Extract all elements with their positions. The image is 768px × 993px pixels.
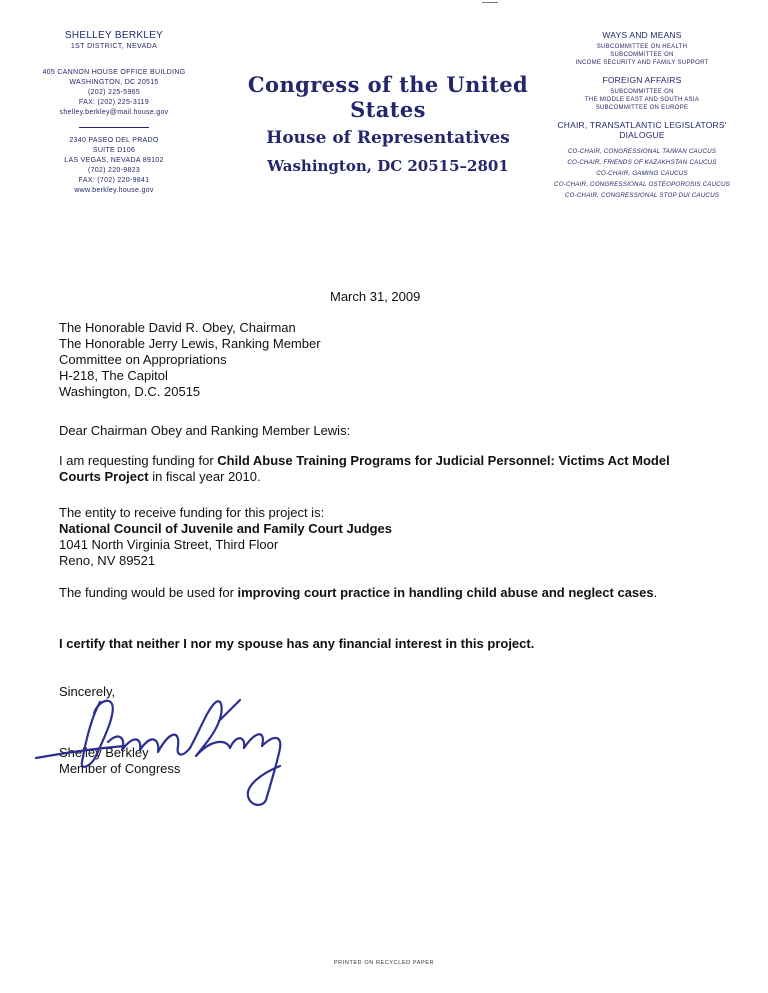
caucus-item: CO-CHAIR, FRIENDS OF KAZAKHSTAN CAUCUS — [567, 159, 717, 166]
entity-address-line: 1041 North Virginia Street, Third Floor — [59, 537, 279, 552]
recipient-line: The Honorable Jerry Lewis, Ranking Member — [59, 336, 321, 351]
committee-ways-and-means: WAYS AND MEANS — [602, 30, 682, 40]
dc-office-line: WASHINGTON, DC 20515 — [69, 79, 159, 86]
funding-request-paragraph — [59, 453, 699, 485]
dc-office-line: 405 CANNON HOUSE OFFICE BUILDING — [42, 69, 186, 76]
project-name: Child Abuse Training Programs for Judicial Personnel: Victims Act Model Courts Project — [59, 453, 670, 484]
recipient-line: Committee on Appropriations — [59, 352, 227, 367]
use-purpose: improving court practice in handling child abuse and neglect cases — [237, 585, 654, 600]
entity-name: National Council of Juvenile and Family Court Judges — [59, 521, 392, 536]
recipient-line: H-218, The Capitol — [59, 368, 168, 383]
letterhead-divider — [79, 127, 149, 128]
caucus-item: CO-CHAIR, CONGRESSIONAL TAIWAN CAUCUS — [567, 148, 717, 155]
entity-paragraph — [59, 505, 699, 569]
house-title: House of Representatives — [266, 128, 510, 148]
use-text: The funding would be used for — [59, 585, 238, 600]
member-website: www.berkley.house.gov — [74, 187, 154, 194]
subcommittee-line: SUBCOMMITTEE ON — [610, 52, 674, 58]
member-email: shelley.berkley@mail.house.gov — [59, 109, 169, 116]
caucus-item: CO-CHAIR, CONGRESSIONAL STOP DUI CAUCUS — [564, 192, 720, 199]
caucus-list — [548, 146, 736, 201]
subcommittee-line: SUBCOMMITTEE ON HEALTH — [596, 44, 688, 50]
top-edge-mark — [482, 2, 498, 3]
subcommittee-line: INCOME SECURITY AND FAMILY SUPPORT — [575, 60, 709, 66]
caucus-item: CO-CHAIR, CONGRESSIONAL OSTEOPOROSIS CAUCUS — [554, 181, 730, 188]
subcommittee-line: SUBCOMMITTEE ON — [610, 89, 674, 95]
use-text-end: . — [653, 585, 658, 600]
recycled-paper-notice: PRINTED ON RECYCLED PAPER — [333, 960, 435, 966]
dc-office-fax: FAX: (202) 225-3119 — [78, 99, 150, 106]
signer-title: Member of Congress — [59, 761, 181, 776]
dialogue-chair-line: DIALOGUE — [619, 130, 665, 140]
congress-title: Congress of the United States — [247, 72, 529, 122]
recipient-line: Washington, D.C. 20515 — [59, 384, 201, 399]
entity-intro: The entity to receive funding for this project is: — [59, 505, 325, 520]
signer-name: Shelley Berkley — [59, 745, 149, 760]
letterhead-left — [28, 30, 200, 196]
entity-address-line: Reno, NV 89521 — [59, 553, 156, 568]
request-text: I am requesting funding for — [59, 453, 218, 468]
nv-office-phone: (702) 220-9823 — [87, 167, 141, 174]
subcommittee-line: SUBCOMMITTEE ON EUROPE — [595, 105, 689, 111]
member-district: 1ST DISTRICT, NEVADA — [70, 43, 158, 50]
nv-office-line: SUITE D106 — [92, 147, 136, 154]
caucus-item: CO-CHAIR, GAMING CAUCUS — [596, 170, 688, 177]
washington-line: Washington, DC 20515–2801 — [267, 157, 509, 175]
committee-foreign-affairs: FOREIGN AFFAIRS — [602, 75, 682, 85]
letterhead-right — [548, 30, 736, 201]
subcommittee-line: THE MIDDLE EAST AND SOUTH ASIA — [584, 97, 700, 103]
letter-date: March 31, 2009 — [330, 289, 421, 304]
nv-office-fax: FAX: (702) 220-9841 — [78, 177, 150, 184]
recipient-address — [59, 320, 699, 400]
dc-office-phone: (202) 225-5965 — [87, 89, 141, 96]
certification-statement: I certify that neither I nor my spouse has any financial interest in this project. — [59, 636, 535, 651]
recipient-line: The Honorable David R. Obey, Chairman — [59, 320, 296, 335]
salutation: Dear Chairman Obey and Ranking Member Lewis: — [59, 423, 351, 438]
dialogue-chair-line: CHAIR, TRANSATLANTIC LEGISLATORS' — [557, 120, 727, 130]
funding-use-paragraph — [59, 585, 681, 601]
nv-office-address — [28, 136, 200, 196]
letterhead-title — [210, 72, 566, 175]
closing: Sincerely, — [59, 684, 116, 699]
dc-office-address — [28, 68, 200, 118]
member-name: SHELLEY BERKLEY — [64, 30, 164, 41]
request-text-end: in fiscal year 2010. — [148, 469, 261, 484]
nv-office-line: LAS VEGAS, NEVADA 89102 — [64, 157, 164, 164]
nv-office-line: 2340 PASEO DEL PRADO — [69, 137, 159, 144]
handwritten-signature — [30, 690, 300, 810]
